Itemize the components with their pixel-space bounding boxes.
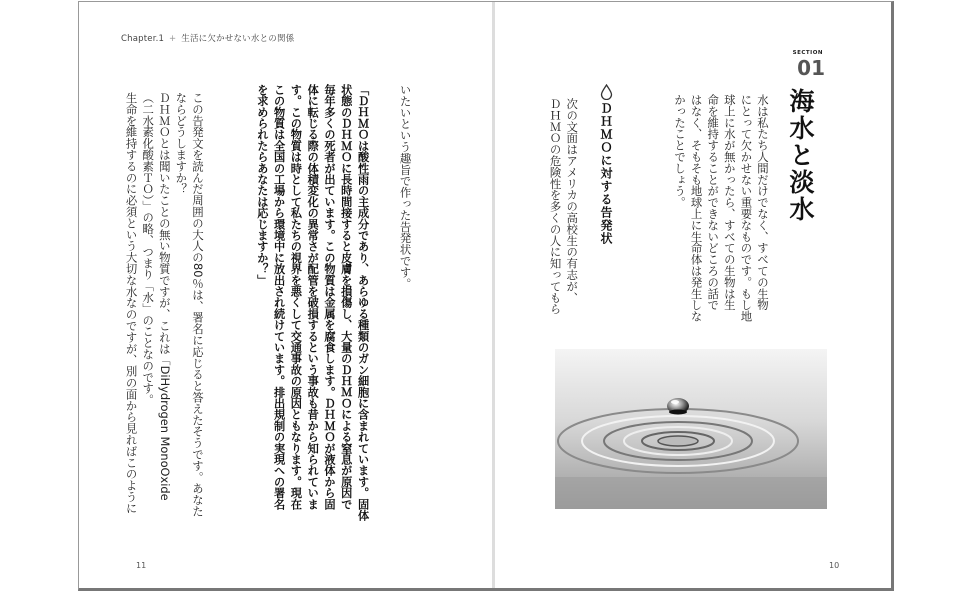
book-gutter: [492, 2, 495, 588]
text-line: 次の文面はアメリカの高校生の有志が、: [565, 98, 580, 304]
header-title: 生活に欠かせない水との関係: [181, 34, 295, 44]
text-line: 状態のＤＨＭＯに長時間接すると皮膚を損傷し、大量のＤＨＭＯによる窒息が原因で: [339, 84, 353, 510]
text-line: 球上に水が無かったら、すべての生物は生: [722, 94, 737, 311]
transition-line: [397, 84, 414, 289]
text-line: 生命を維持するのに必須という大切な水なのですが、別の面から見ればこのように: [124, 92, 139, 514]
dhmo-accusation-quote: [253, 84, 371, 521]
text-line: （二水素化酸素ＴＯ）」の略、つまり「水」のことなのです。: [141, 92, 156, 406]
text-line: 体に転じる際の体積変化の異常さが配管を破損するという事故も昔から知られていま: [306, 84, 320, 510]
text-line: この告発文を読んだ周囲の大人の80％は、署名に応じると答えたそうです。あなた: [190, 92, 205, 517]
drop-bullet-icon: [600, 84, 613, 104]
text-line: 毎年多くの死者が出ています。この物質は金属を腐食します。ＤＨＭＯが液体から固: [322, 84, 336, 510]
text-line: ならどうしますか？: [174, 92, 189, 195]
page-number-right: 10: [829, 561, 840, 570]
text-line: かったことでしょう。: [673, 94, 688, 208]
text-line: ＤＨＭＯとは聞いたことの無い物質ですが、これは「DiHydrogen MonoOxide: [157, 92, 172, 501]
explanation-paragraph: [123, 92, 206, 517]
book-spread: [78, 1, 894, 591]
text-line: はなく、そもそも地球上に生命体は発生しな: [689, 94, 704, 322]
text-line: 「ＤＨＭＯは酸性雨の主成分であり、あらゆる種類のガン細胞に含まれています。固体: [356, 84, 370, 521]
text-line: にとって欠かせない重要なものです。もし地: [739, 94, 754, 322]
section-badge: [781, 50, 829, 86]
text-line: 命を維持することができないどころの話で: [706, 94, 721, 311]
running-header: [121, 32, 294, 44]
text-line: す。この物質は時として私たちの視界を悪くして交通事故の原因ともなります。現在: [289, 84, 303, 510]
text-line: この物質は全国の工場から環境中に放出され続けています。排出規制の実現への署名: [272, 84, 286, 510]
text-line: 水は私たち人間だけでなく、すべての生物: [756, 94, 770, 311]
header-separator: +: [169, 34, 177, 44]
water-droplet-photo: [555, 349, 827, 509]
header-chapter: Chapter.1: [121, 34, 165, 44]
section-number: 01: [797, 56, 825, 80]
subsection-paragraph: [547, 98, 580, 315]
intro-paragraph: [671, 94, 771, 322]
page-number-left: 11: [136, 561, 147, 570]
text-line: いたいという趣旨で作った告発状です。: [398, 84, 413, 290]
text-line: を求められたらあなたは応じますか？」: [255, 84, 269, 286]
subheading: ＤＨＭＯに対する告発状: [599, 102, 613, 245]
text-line: ＤＨＭＯの危険性を多くの人に知ってもら: [548, 98, 563, 315]
section-word: SECTION: [792, 50, 823, 56]
page-title: 海水と淡水: [786, 88, 815, 223]
